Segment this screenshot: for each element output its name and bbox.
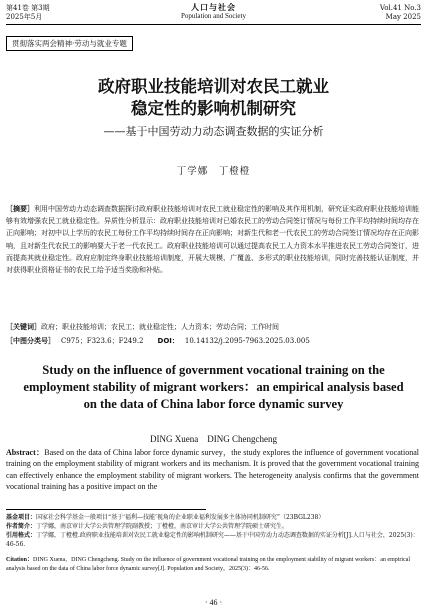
cite-text: 丁学娜，丁橙橙.政府职业技能培训对农民工就业稳定性的影响机制研究——基于中国劳动力动态调查数据的实证分析[J].人口与社会，2025(3)：46-56. (6, 532, 419, 548)
keywords-cn-label: ［关键词］ (6, 323, 41, 331)
publication-date: 2025年5月 (6, 13, 43, 21)
citation-en-text: DING Xuena，DING Chengcheng. Study on the influence of government vocational training on the employment stability of migrant workers：an empirical analysis based on the data of China labor force dynamic survey[J]. Population and Society，2025(3)：46-56. (6, 557, 411, 572)
column-tag: 贯彻落实两会精神·劳动与就业专题 (6, 36, 133, 51)
footnote-rule (6, 509, 206, 510)
abstract-en-label: Abstract： (6, 448, 45, 457)
title-en: Study on the influence of government vocational training on the employment stability of migrant workers：an empirical analysis based on the data of China labor force dynamic survey (23, 363, 404, 411)
fund-label: 基金项目： (6, 514, 37, 521)
doi-label: DOI： (157, 337, 179, 345)
keywords-cn-text: 政府；职业技能培训；农民工；就业稳定性；人力资本；劳动合同；工作时间 (41, 323, 279, 331)
page-number: · 46 · (204, 598, 223, 607)
cite-footnote (6, 531, 419, 549)
abstract-cn (6, 203, 419, 276)
clc-label: ［中图分类号］ (6, 337, 55, 345)
journal-name-en: Population and Society (181, 12, 246, 20)
clc-value: C975；F323.6；F249.2 (61, 337, 144, 345)
author-info-label: 作者简介： (6, 523, 37, 530)
author-info-text: 丁学娜，南京审计大学公共管理学院副教授；丁橙橙，南京审计大学公共管理学院硕士研究生。 (36, 523, 289, 530)
authors-en: DING Xuena DING Chengcheng (150, 434, 277, 444)
volume-issue: 第41卷 第3期 (6, 4, 50, 12)
abstract-en-text: Based on the data of China labor force dynamic survey，the study explores the influence of government vocational training on the employment stability of migrant workers and its mechanism. It is proved that the government vocational training can effectively enhance the employment stability of migrant workers. The heterogeneity analysis confirms that the government vocational training has a positive impact on the (6, 448, 419, 491)
cite-label: 引用格式： (6, 532, 37, 539)
abstract-cn-label: ［摘要］ (6, 205, 34, 213)
fund-text: 国家社会科学基金一般项目“基于‘福利—技能’视角的企业职业福利发展多主体协同机制研究”（23BGL238） (36, 514, 325, 521)
abstract-cn-text: 利用中国劳动力动态调查数据探讨政府职业技能培训对农民工就业稳定性的影响及其作用机制，研究证实政府职业技能培训能够有效增强农民工就业稳定性。异质性分析显示：政府职业技能培训对已婚农民工的劳动合同签订情况与每份工作平均持续时间均存在正向影响；对初中以上学历的农民工每份工作平均持续时间存在正向影响；对新生代和老一代农民工的劳动合同签订情况均存在正向影响，且对新生代农民工的影响要大于老一代农民工。政府职业技能培训可以通过提高农民工人力资本水平推进农民工劳动合同签订，进而提高其就业稳定性。政府应制定终身职业技能培训制度，开展大规模、广覆盖、多形式的职业技能培训，同时完善技能认证制度，并对获得职业资格证书的农民工给予适当奖励和补贴。 (6, 205, 419, 275)
subtitle-cn: ——基于中国劳动力动态调查数据的实证分析 (103, 125, 324, 138)
citation-en-footnote (6, 556, 419, 574)
authors-cn: 丁学娜 丁橙橙 (176, 166, 251, 177)
doi-value[interactable]: 10.14132/j.2095-7963.2025.03.005 (184, 337, 310, 345)
header-right (380, 4, 421, 22)
volume-issue-en: Vol.41 No.3 (379, 4, 421, 12)
header-center (6, 3, 421, 21)
title-cn-line1: 政府职业技能培训对农民工就业 (98, 77, 329, 96)
journal-name-cn: 人口与社会 (191, 2, 236, 12)
header-rule (6, 24, 421, 25)
abstract-en (6, 447, 419, 504)
classification-line (6, 336, 419, 346)
citation-en-label: Citation： (6, 557, 34, 563)
keywords-cn (6, 322, 419, 332)
publication-date-en: May 2025 (385, 13, 421, 21)
title-cn (0, 76, 427, 120)
author-footnote (6, 522, 419, 531)
title-cn-line2: 稳定性的影响机制研究 (131, 99, 296, 118)
fund-footnote (6, 513, 419, 522)
